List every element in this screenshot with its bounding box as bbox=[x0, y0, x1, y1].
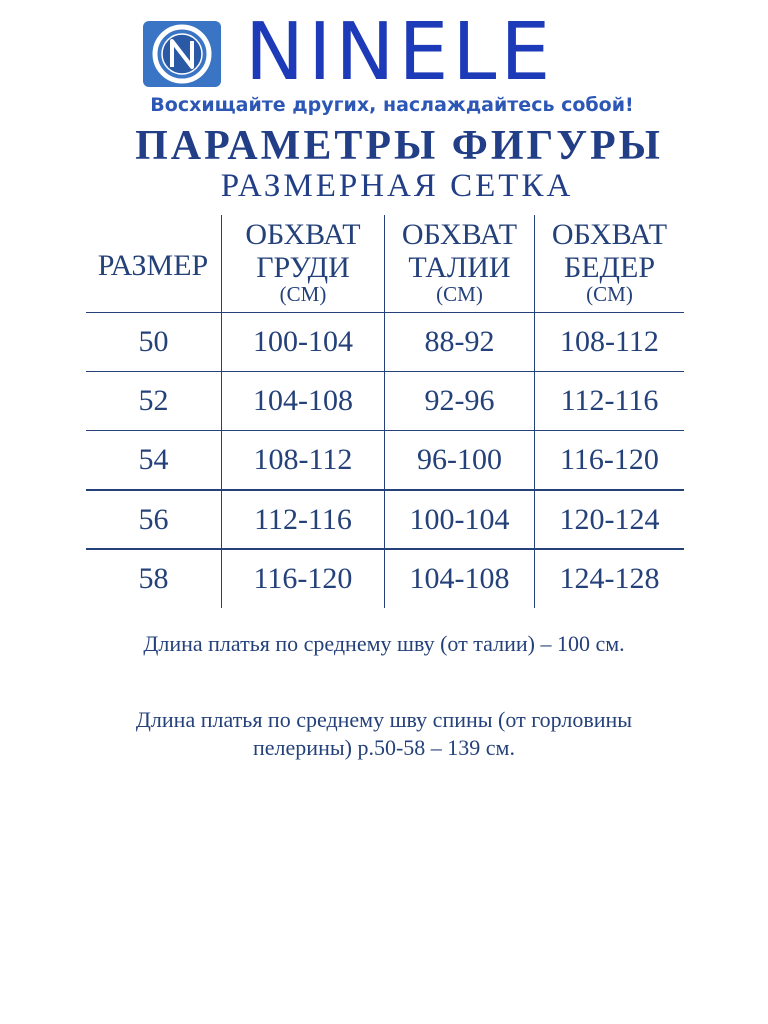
table-cell-chest: 112-116 bbox=[254, 503, 352, 536]
table-header-size bbox=[84, 249, 222, 282]
header-label: ОБХВАТ bbox=[401, 218, 518, 251]
table-cell-size: 50 bbox=[138, 325, 169, 358]
table-cell-chest: 100-104 bbox=[253, 325, 353, 358]
back-length-note-line2: пелерины) р.50-58 – 139 см. bbox=[253, 735, 515, 760]
table-cell-hips: 108-112 bbox=[560, 325, 659, 358]
table-cell-waist: 88-92 bbox=[424, 325, 495, 358]
header-label: ОБХВАТ bbox=[245, 218, 361, 251]
page-subtitle: РАЗМЕРНАЯ СЕТКА bbox=[220, 168, 574, 204]
table-divider bbox=[86, 312, 684, 313]
table-cell-size: 56 bbox=[138, 503, 169, 536]
table-cell-hips: 124-128 bbox=[559, 562, 660, 595]
table-divider bbox=[86, 548, 684, 550]
table-cell-chest: 116-120 bbox=[253, 562, 353, 595]
table-header-hips bbox=[535, 218, 684, 305]
table-cell-chest: 108-112 bbox=[253, 443, 353, 476]
table-cell-size: 52 bbox=[138, 384, 169, 417]
table-cell-chest: 104-108 bbox=[253, 384, 353, 417]
table-cell-waist: 104-108 bbox=[409, 562, 510, 595]
header-unit: (СМ) bbox=[279, 282, 327, 306]
table-cell-waist: 96-100 bbox=[417, 443, 502, 476]
brand-name: NINELE bbox=[245, 6, 555, 98]
table-divider bbox=[86, 371, 684, 372]
header-unit: (СМ) bbox=[436, 282, 483, 306]
table-cell-hips: 112-116 bbox=[560, 384, 659, 417]
table-cell-size: 54 bbox=[138, 443, 169, 476]
table-cell-waist: 100-104 bbox=[409, 503, 510, 536]
table-cell-size: 58 bbox=[138, 562, 169, 595]
table-cell-hips: 120-124 bbox=[559, 503, 660, 536]
logo-emblem-icon bbox=[143, 21, 221, 87]
brand-logo bbox=[143, 6, 643, 98]
page-title: ПАРАМЕТРЫ ФИГУРЫ bbox=[135, 123, 663, 169]
header-label: БЕДЕР bbox=[563, 251, 656, 284]
header-label: ГРУДИ bbox=[256, 251, 350, 284]
table-cell-waist: 92-96 bbox=[424, 384, 495, 417]
header-label: ОБХВАТ bbox=[551, 218, 668, 251]
back-length-note bbox=[0, 706, 768, 762]
brand-slogan: Восхищайте других, наслаждайтесь собой! bbox=[150, 94, 634, 116]
table-header-chest bbox=[222, 218, 384, 305]
header-unit: (СМ) bbox=[586, 282, 633, 306]
header-label: РАЗМЕР bbox=[97, 249, 209, 282]
dress-length-note: Длина платья по среднему шву (от талии) – 100 см. bbox=[143, 631, 625, 656]
table-cell-hips: 116-120 bbox=[560, 443, 659, 476]
header-label: ТАЛИИ bbox=[408, 251, 511, 284]
back-length-note-line1: Длина платья по среднему шву спины (от горловины bbox=[135, 707, 633, 732]
table-divider bbox=[86, 430, 684, 431]
table-divider bbox=[86, 489, 684, 491]
table-header-waist bbox=[385, 218, 534, 305]
